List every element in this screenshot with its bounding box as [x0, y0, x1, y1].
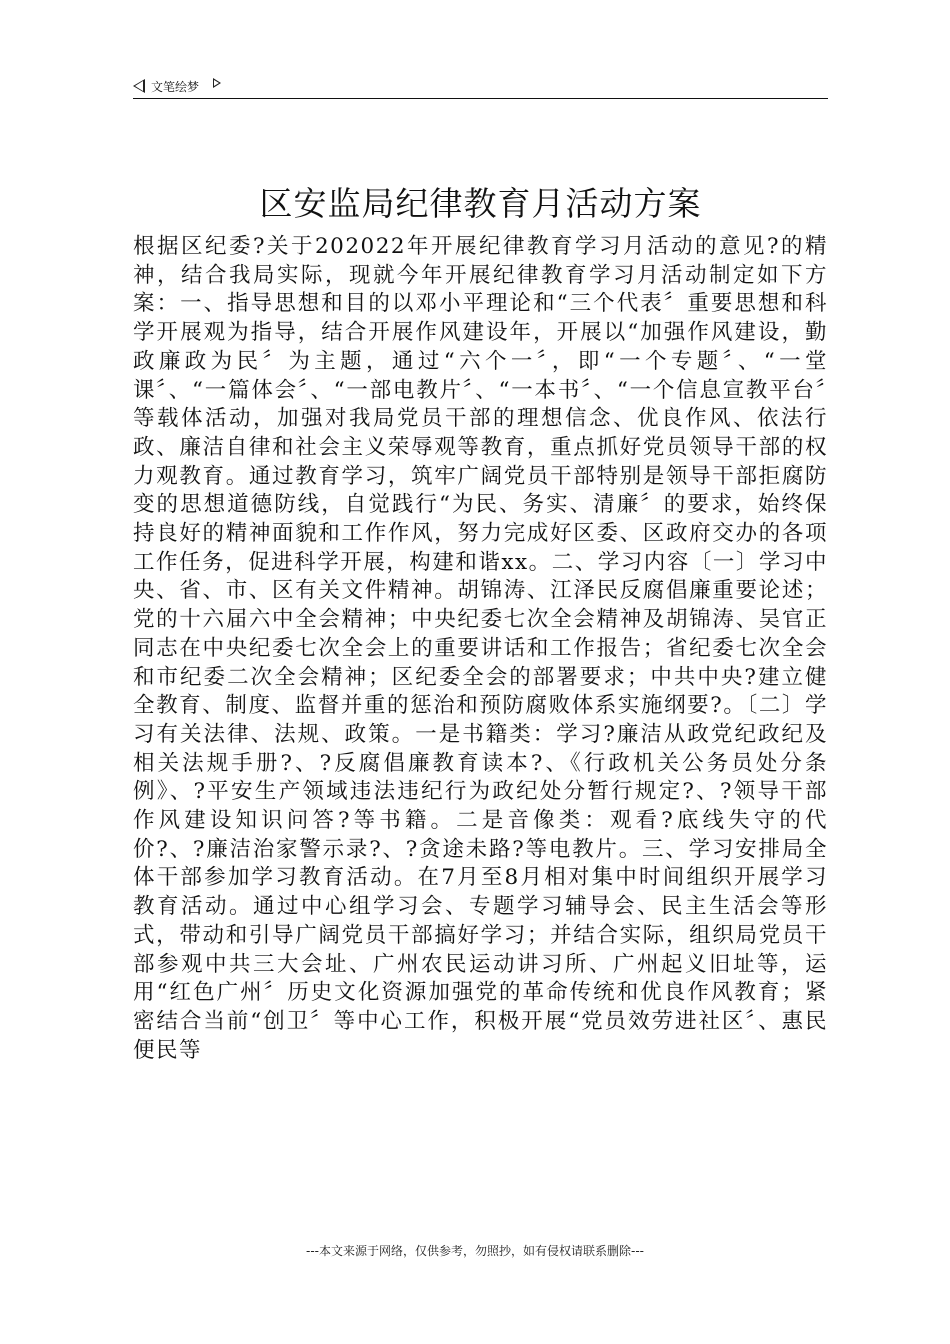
- header-brand: 文笔绘梦: [151, 79, 200, 94]
- document-body: 根据区纪委?关于202022年开展纪律教育学习月活动的意见?的精神，结合我局实际，现就今年开展纪律教育学习月活动制定如下方案：一、指导思想和目的以邓小平理论和“三个代表〞重要思想和科学开展观为指导，结合开展作风建设年，开展以“加强作风建设，勤政廉政为民〞为主题，通过“六个一〞，即“一个专题〞、“一堂课〞、“一篇体会〞、“一部电教片〞、“一本书〞、“一个信息宣教平台〞等载体活动，加强对我局党员干部的理想信念、优良作风、依法行政、廉洁自律和社会主义荣辱观等教育，重点抓好党员领导干部的权力观教育。通过教育学习，筑牢广阔党员干部特别是领导干部拒腐防变的思想道德防线，自觉践行“为民、务实、清廉〞的要求，始终保持良好的精神面貌和工作作风，努力完成好区委、区政府交办的各项工作任务，促进科学开展，构建和谐xx。二、学习内容〔一〕学习中央、省、市、区有关文件精神。胡锦涛、江泽民反腐倡廉重要论述；党的十六届六中全会精神；中央纪委七次全会精神及胡锦涛、吴官正同志在中央纪委七次全会上的重要讲话和工作报告；省纪委七次全会和市纪委二次全会精神；区纪委全会的部署要求；中共中央?建立健全教育、制度、监督并重的惩治和预防腐败体系实施纲要?。〔二〕学习有关法律、法规、政策。一是书籍类：学习?廉洁从政党纪政纪及相关法规手册?、?反腐倡廉教育读本?、《行政机关公务员处分条例》、?平安生产领域违法违纪行为政纪处分暂行规定?、?领导干部作风建设知识问答?等书籍。二是音像类：观看?底线失守的代价?、?廉洁治家警示录?、?贪途未路?等电教片。三、学习安排局全体干部参加学习教育活动。在7月至8月相对集中时间组织开展学习教育活动。通过中心组学习会、专题学习辅导会、民主生活会等形式，带动和引导广阔党员干部搞好学习；并结合实际，组织局党员干部参观中共三大会址、广州农民运动讲习所、广州起义旧址等，运用“红色广州〞历史文化资源加强党的革命传统和优良作风教育；紧密结合当前“创卫〞等中心工作，积极开展“党员效劳进社区〞、惠民便民等: [133, 234, 828, 1063]
- footer-notice: ---本文来源于网络，仅供参考，勿照抄，如有侵权请联系删除---: [306, 1244, 644, 1258]
- header-divider: [133, 98, 828, 99]
- page-header: [133, 74, 828, 98]
- triangle-right-icon: [213, 78, 221, 88]
- triangle-left-icon: [133, 79, 145, 93]
- document-title: 区安监局纪律教育月活动方案: [259, 184, 702, 223]
